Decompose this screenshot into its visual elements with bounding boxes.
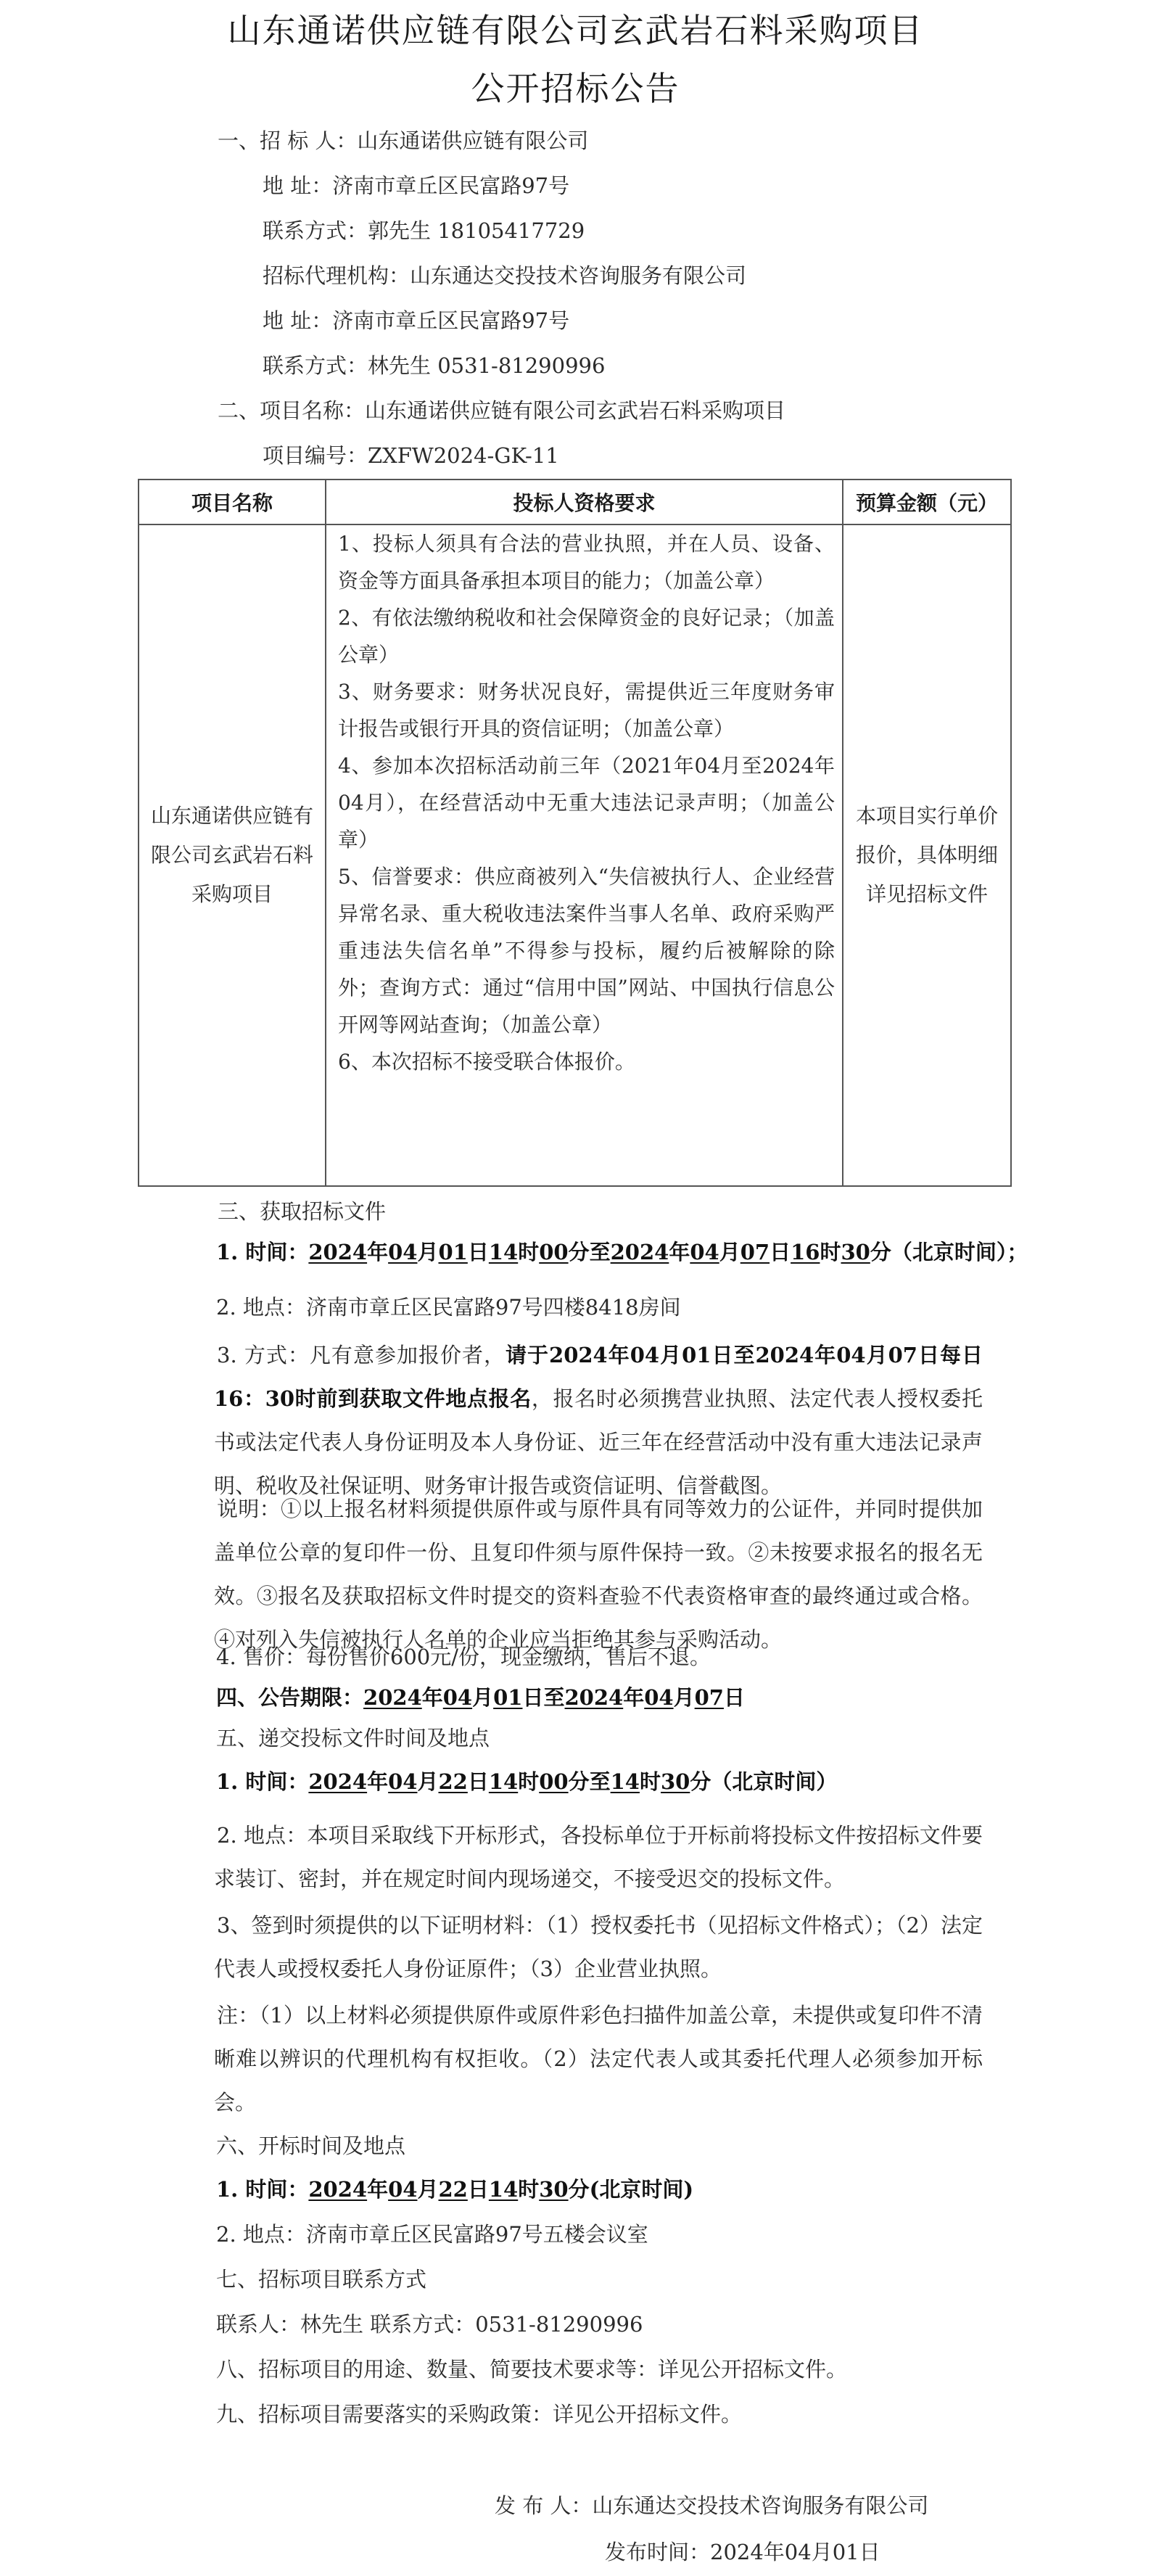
submission-time: 1. 时间：2024年04月22日14时00分至14时30分（北京时间） [216,1769,838,1794]
signin-documents: 3、签到时须提供的以下证明材料：（1）授权委托书（见招标文件格式）；（2）法定代表人或授权委托人身份证原件；（3）企业营业执照。 [214,1913,983,1981]
section8-line: 八、招标项目的用途、数量、简要技术要求等：详见公开招标文件。 [216,2357,848,2382]
obtain-note: 说明：①以上报名材料须提供原件或与原件具有同等效力的公证件，并同时提供加盖单位公章的复印件一份、且复印件须与原件保持一致。②未按要求报名的报名无效。③报名及获取招标文件时提交的资料查验不代表资格审查的最终通过或合格。④对列入失信被执行人名单的企业应当拒绝其参与采购活动。 [214,1497,983,1652]
obtain-location: 2. 地点：济南市章丘区民富路97号四楼8418房间 [216,1295,681,1320]
document-title-line1: 山东通诺供应链有限公司玄武岩石料采购项目 [227,11,924,50]
table-header-row [139,480,1011,524]
agency-address: 地 址：济南市章丘区民富路97号 [263,308,570,333]
section9-line: 九、招标项目需要落实的采购政策：详见公开招标文件。 [216,2402,743,2427]
agency-contact: 联系方式：林先生 0531-81290996 [263,353,606,378]
cell-requirements [326,524,843,1186]
contact-line: 联系人：林先生 联系方式：0531-81290996 [216,2312,643,2337]
section3-heading: 三、获取招标文件 [218,1199,387,1224]
header-project-name: 项目名称 [139,480,326,524]
requirement-item: 6、本次招标不接受联合体报价。 [338,1050,635,1074]
document-title-line2: 公开招标公告 [471,69,680,108]
tenderer-address: 地 址：济南市章丘区民富路97号 [263,173,570,198]
requirement-item: 4、参加本次招标活动前三年（2021年04月至2024年04月），在经营活动中无重大违法记录声明；（加盖公章） [338,754,835,852]
tenderer-contact: 联系方式：郭先生 18105417729 [263,218,585,243]
section5-heading: 五、递交投标文件时间及地点 [216,1726,490,1750]
obtain-time: 1. 时间：2024年04月01日14时00分至2024年04月07日16时30分（北京时间）； [216,1240,1028,1264]
cell-project-name: 山东通诺供应链有限公司玄武岩石料采购项目 [139,524,326,1186]
requirement-item: 1、投标人须具有合法的营业执照，并在人员、设备、资金等方面具备承担本项目的能力；（加盖公章） [338,532,835,593]
document-price: 4. 售价：每份售价600元/份，现金缴纳，售后不退。 [216,1645,711,1669]
section7-heading: 七、招标项目联系方式 [216,2267,427,2292]
requirement-item: 5、信誉要求：供应商被列入“失信被执行人、企业经营异常名录、重大税收违法案件当事人名单、政府采购严重违法失信名单”不得参与投标，履约后被解除的除外；查询方式：通过“信用中国”网站、中国执行信息公开网等网站查询；（加盖公章） [338,865,835,1037]
publisher-line: 发 布 人：山东通达交投技术咨询服务有限公司 [495,2493,929,2518]
opening-time: 1. 时间：2024年04月22日14时30分(北京时间) [216,2177,694,2202]
table-row [139,524,1011,1186]
requirement-item: 2、有依法缴纳税收和社会保障资金的良好记录；（加盖公章） [338,606,835,667]
qualification-table [138,479,1012,1187]
header-budget: 预算金额（元） [843,480,1011,524]
header-requirements: 投标人资格要求 [326,480,843,524]
submission-location: 2. 地点：本项目采取线下开标形式，各投标单位于开标前将投标文件按招标文件要求装订、密封，并在规定时间内现场递交，不接受迟交的投标文件。 [214,1823,983,1891]
tenderer-line: 一、招 标 人：山东通诺供应链有限公司 [218,128,589,153]
submission-note: 注：（1）以上材料必须提供原件或原件彩色扫描件加盖公章，未提供或复印件不清晰难以辨识的代理机构有权拒收。（2）法定代表人或其委托代理人必须参加开标会。 [214,2003,983,2115]
project-name-line: 二、项目名称：山东通诺供应链有限公司玄武岩石料采购项目 [218,398,786,423]
agency-line: 招标代理机构：山东通达交投技术咨询服务有限公司 [263,263,747,288]
requirement-item: 3、财务要求：财务状况良好，需提供近三年度财务审计报告或银行开具的资信证明；（加盖公章） [338,680,835,741]
cell-budget: 本项目实行单价报价，具体明细详见招标文件 [843,524,1011,1186]
obtain-method: 3. 方式：凡有意参加报价者，请于2024年04月01日至2024年04月07日每日16：30时前到获取文件地点报名，报名时必须携营业执照、法定代表人授权委托书或法定代表人身份证明及本人身份证、近三年在经营活动中没有重大违法记录声明、税收及社保证明、财务审计报告或资信证明、信誉截图。 [214,1343,983,1498]
opening-location: 2. 地点：济南市章丘区民富路97号五楼会议室 [216,2222,648,2247]
section6-heading: 六、开标时间及地点 [216,2133,406,2158]
announcement-period: 四、公告期限：2024年04月01日至2024年04月07日 [216,1685,745,1710]
project-number-line: 项目编号：ZXFW2024-GK-11 [263,443,559,468]
publish-date: 发布时间：2024年04月01日 [605,2540,880,2564]
